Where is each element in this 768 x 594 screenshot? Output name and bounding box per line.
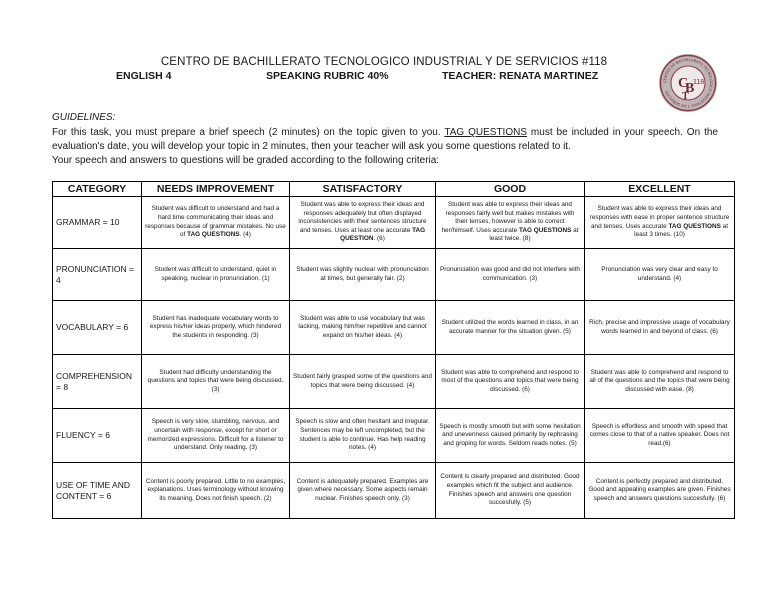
course-label: ENGLISH 4 [116,70,172,82]
table-row [53,409,735,463]
guidelines-label: GUIDELINES: [52,112,116,123]
category-cell: PRONUNCIATION = 4 [53,249,142,301]
guidelines-line-1: For this task, you must prepare a brief speech (2 minutes) on the topic given to you. TAG QUESTIONS must be included in your speech. On the [52,127,718,138]
criteria-cell: Student was able to use vocabulary but was lacking, making him/her repetitive and cannot expand on his/her ideas. (4) [290,301,436,355]
rubric-label: SPEAKING RUBRIC 40% [266,70,389,82]
table-row [53,355,735,409]
criteria-cell: Content is poorly prepared. Little to no examples, explanations. Uses terminology without knowing its meaning. Does not finish speech. (2) [142,463,290,519]
criteria-cell: Content is perfectly prepared and distributed. Good and appealing examples are given. Finishes speech and answers questions succesfully. (6) [585,463,735,519]
tag-questions-bold: TAG QUESTION [340,226,426,243]
category-cell: USE OF TIME AND CONTENT = 6 [53,463,142,519]
school-title: CENTRO DE BACHILLERATO TECNOLOGICO INDUSTRIAL Y DE SERVICIOS #118 [160,56,608,68]
criteria-cell: Student was difficult to understand and had a hard time communicating their ideas and responses because of grammar mistakes. No use of TAG QUESTIONS. (4) [142,197,290,249]
criteria-cell: Content is adequately prepared. Examples are given where necessary. Some aspects remain nuclear. Finishes speech only. (3) [290,463,436,519]
criteria-cell: Student had difficulty understanding the questions and topics that were being discussed. (3) [142,355,290,409]
guidelines-line-2: evaluation's date, you will develop your topic in 2 minutes, then your teacher will ask you some questions related to it. [52,141,571,152]
header-category: CATEGORY [53,182,142,197]
guidelines-line-3: Your speech and answers to questions will be graded according to the following criteria: [52,155,440,166]
svg-text:CENTRO DE BACHILLERATO TECNOLO: CENTRO DE BACHILLERATO TECNOLOGICO INDUSTRIAL Y DE SERVICIOS [662,57,714,109]
criteria-cell: Student was able to comprehend and respond to all of the questions and the topics that were being discussed with ease. (8) [585,355,735,409]
criteria-cell: Student has inadequate vocabulary words to express his/her ideas properly, which hindered the students in responding. (3) [142,301,290,355]
criteria-cell: Speech is very slow, stumbling, nervous, and uncertain with response, except for short or memorized expressions. Difficult for a listener to understand. Only reading. (3) [142,409,290,463]
svg-text:118: 118 [693,79,705,86]
header-good: GOOD [436,182,585,197]
tag-questions-bold: TAG QUESTIONS [518,226,572,234]
criteria-cell: Pronunciation was very clear and easy to understand. (4) [585,249,735,301]
criteria-cell: Speech is slow and often hesitant and irregular. Sentences may be left uncompleted, but the student is able to continue. Has help reading notes. (4) [290,409,436,463]
criteria-cell: Student fairly grasped some of the questions and topics that were being discussed. (4) [290,355,436,409]
category-cell: GRAMMAR = 10 [53,197,142,249]
criteria-cell: Speech is effortless and smooth with speed that comes close to that of a native speaker. Does not read.(6) [585,409,735,463]
svg-text:C: C [678,76,689,91]
criteria-cell: Student was able to express their ideas and responses adequately but often displayed inconsistencies with their sentences structure and tenses. Uses at least one accurate TAG QUESTION. (6) [290,197,436,249]
criteria-cell: Student was difficult to understand, quiet in speaking, nuclear in pronunciation. (1) [142,249,290,301]
category-cell: FLUENCY = 6 [53,409,142,463]
table-header-row [53,182,735,197]
criteria-cell: Speech is mostly smooth but with some hesitation and unevenness caused primarily by rephrasing and groping for words. Seldom reads notes. (5) [436,409,585,463]
criteria-cell: Student was able to express their ideas and responses with ease in proper sentence structure and tenses. Uses accurate TAG QUESTIONS at least 3 times. (10) [585,197,735,249]
school-logo [658,53,718,113]
rubric-table [52,181,735,519]
criteria-cell: Rich, precise and impressive usage of vocabulary words learned in and beyond of class. (6) [585,301,735,355]
tag-questions-bold: TAG QUESTIONS [187,231,240,239]
svg-text:B: B [685,81,695,96]
criteria-cell: Content is clearly prepared and distributed. Good examples which fit the subject and audience. Finishes speech and answers one question succesfully. (5) [436,463,585,519]
table-row [53,197,735,249]
criteria-cell: Pronunciation was good and did not interfere with communication. (3) [436,249,585,301]
criteria-cell: Student was able to express their ideas and responses fairly well but makes mistakes with their tenses, however is able to correct her/himself. Uses accurate TAG QUESTIONS at least twice. (8) [436,197,585,249]
table-row [53,463,735,519]
category-cell: COMPREHENSION = 8 [53,355,142,409]
tag-questions-bold: TAG QUESTIONS [668,222,721,230]
table-row [53,249,735,301]
header-excellent: EXCELLENT [585,182,735,197]
criteria-cell: Student was slightly nuclear with pronunciation at times, but generally fair. (2) [290,249,436,301]
svg-text:T: T [682,91,689,102]
rubric-body [53,197,735,519]
header-satisfactory: SATISFACTORY [290,182,436,197]
table-row [53,301,735,355]
category-cell: VOCABULARY = 6 [53,301,142,355]
header-needs-improvement: NEEDS IMPROVEMENT [142,182,290,197]
criteria-cell: Student utilized the words learned in class, in an accurate manner for the situation given. (5) [436,301,585,355]
criteria-cell: Student was able to comprehend and respond to most of the questions and topics that were being discussed. (6) [436,355,585,409]
teacher-label: TEACHER: RENATA MARTINEZ [442,70,599,82]
tag-questions-underlined: TAG QUESTIONS [444,127,527,138]
